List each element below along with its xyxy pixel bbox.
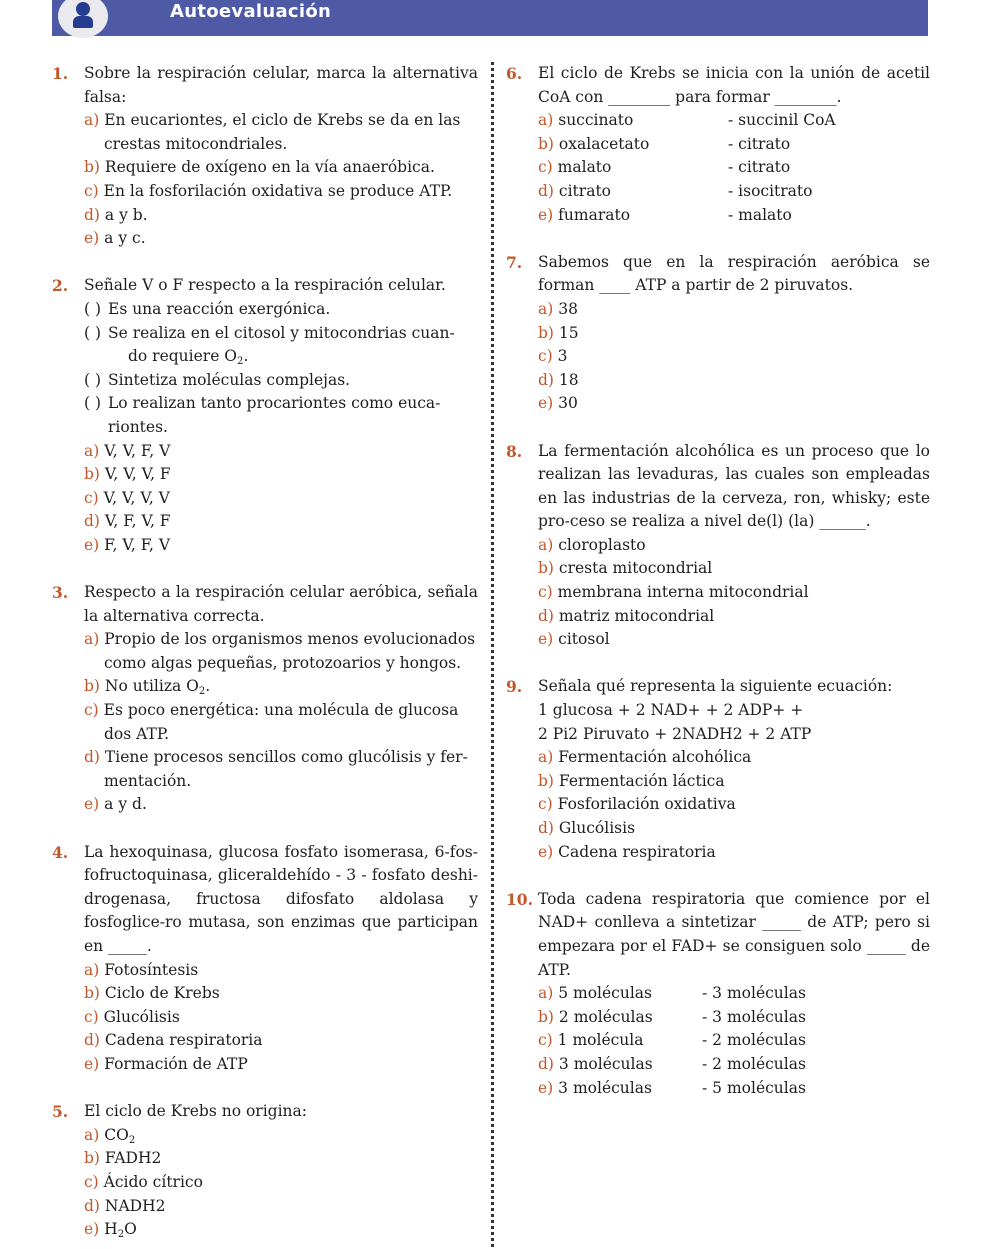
option-text: V, F, V, F [104, 512, 171, 531]
option-b[interactable] [506, 133, 930, 157]
option-letter: b) [538, 323, 554, 342]
subscript: 2 [128, 1134, 136, 1146]
question-4 [52, 841, 478, 1077]
option-text: Requiere de oxígeno en la vía anaeróbica. [104, 158, 435, 177]
option-letter: c) [84, 181, 99, 200]
option-letter: b) [84, 677, 100, 696]
subscript: 2 [198, 686, 206, 698]
question-text: Señale V o F respecto a la respiración celular. [84, 276, 446, 295]
option-c[interactable] [52, 699, 478, 723]
option-letter: d) [84, 748, 100, 767]
option-e[interactable] [506, 628, 930, 652]
option-text: 5 moléculas [558, 984, 652, 1003]
option-text: Ciclo de Krebs [104, 984, 220, 1003]
avatar-body [73, 16, 93, 28]
question-text: Señala qué representa la siguiente ecuación: [538, 677, 893, 696]
option-letter: b) [84, 1149, 100, 1168]
option-text: 2 moléculas [558, 1007, 653, 1026]
question-text: La fermentación alcohólica es un proceso que lo realizan las levaduras, las cuales son empleadas en las industrias de la cerveza, ron, whisky; este pro-ceso se realiza a nivel de(l) (la) ______. [538, 441, 930, 531]
question-1 [52, 62, 478, 251]
option-letter: e) [538, 394, 554, 413]
option-e[interactable] [52, 227, 478, 251]
option-letter: d) [84, 205, 100, 224]
option-text: membrana interna mitocondrial [557, 583, 809, 602]
option-text: oxalacetato [558, 134, 650, 153]
option-letter: e) [538, 1078, 554, 1097]
avatar-head [76, 2, 90, 16]
statement-continuation [52, 345, 478, 369]
option-continuation: crestas mitocondriales. [104, 134, 288, 153]
option-text: cresta mitocondrial [558, 559, 713, 578]
option-letter: d) [538, 606, 554, 625]
option-continuation: mentación. [104, 771, 192, 790]
question-number: 3. [52, 583, 69, 603]
option-letter: c) [84, 1007, 99, 1026]
option-c[interactable] [52, 487, 478, 511]
header-bar [52, 0, 928, 32]
option-letter: d) [538, 819, 554, 837]
question-number: 7. [506, 252, 523, 272]
option-d[interactable] [52, 204, 478, 228]
question-number: 8. [506, 441, 523, 461]
option-text-end: . [205, 677, 211, 696]
option-letter: b) [538, 134, 554, 153]
option-a[interactable] [506, 109, 930, 133]
option-c[interactable] [506, 345, 930, 369]
option-c[interactable] [52, 180, 478, 204]
option-letter: c) [84, 1172, 99, 1191]
option-b[interactable] [52, 982, 478, 1006]
option-b[interactable] [506, 770, 930, 794]
option-c[interactable] [506, 156, 930, 180]
option-a[interactable] [506, 746, 930, 770]
option-d[interactable] [52, 510, 478, 534]
option-letter: b) [84, 158, 100, 177]
option-letter: a) [84, 630, 100, 649]
question-7 [506, 251, 930, 416]
option-letter: d) [538, 181, 554, 200]
option-letter: d) [84, 512, 100, 531]
subscript: 2 [237, 356, 244, 368]
option-text: F, V, F, V [104, 535, 171, 554]
statement-text: Es una reacción exergónica. [108, 299, 331, 318]
question-2 [52, 274, 478, 557]
option-d[interactable] [506, 605, 930, 629]
option-text: citosol [558, 630, 610, 649]
option-text: Glucólisis [103, 1007, 180, 1026]
option-text: FADH2 [104, 1149, 162, 1168]
option-e[interactable] [506, 1077, 930, 1101]
equation-line-2: 2 Pi2 Piruvato + 2NADH2 + 2 ATP [538, 724, 812, 743]
answer-box[interactable]: ( ) [84, 370, 102, 389]
option-text: V, V, F, V [104, 441, 171, 460]
answer-box[interactable]: ( ) [84, 323, 102, 342]
statement-text: Sintetiza moléculas complejas. [108, 370, 351, 389]
option-text-second: - 3 moléculas [702, 984, 806, 1003]
option-d[interactable] [506, 180, 930, 204]
question-9 [506, 675, 930, 864]
option-text: malato [557, 158, 612, 177]
option-letter: a) [538, 535, 554, 554]
statement-2[interactable] [52, 322, 478, 346]
option-text: V, V, V, V [103, 488, 170, 507]
option-letter: c) [538, 795, 553, 814]
option-a[interactable] [506, 982, 930, 1006]
option-d[interactable] [52, 1029, 478, 1053]
statement-text: Lo realizan tanto procariontes como euca- [108, 394, 441, 413]
answer-box[interactable]: ( ) [84, 394, 102, 413]
option-letter: d) [84, 1196, 100, 1215]
option-text-second: - 2 moléculas [702, 1054, 806, 1073]
option-letter: a) [538, 748, 554, 767]
option-text: 15 [558, 323, 579, 342]
option-text: Propio de los organismos menos evolucionados [104, 630, 476, 649]
option-letter: b) [538, 559, 554, 578]
question-3 [52, 581, 478, 817]
question-text: Sabemos que en la respiración aeróbica se forman ____ ATP a partir de 2 piruvatos. [538, 252, 930, 295]
option-letter: b) [538, 1007, 554, 1026]
option-text: Cadena respiratoria [558, 842, 716, 861]
option-e[interactable] [506, 204, 930, 228]
option-text: fumarato [558, 205, 631, 224]
option-text: No utiliza O [104, 677, 199, 696]
statement-text-part: . [243, 347, 249, 366]
option-letter: c) [538, 1031, 553, 1050]
question-text: El ciclo de Krebs se inicia con la unión de acetil CoA con ________ para formar ________. [538, 64, 930, 106]
option-text: Fermentación alcohólica [558, 748, 752, 767]
option-text: 3 moléculas [558, 1078, 652, 1097]
statement-continuation: riontes. [108, 417, 168, 436]
option-c[interactable] [506, 581, 930, 605]
option-letter: a) [84, 441, 100, 460]
question-6 [506, 62, 930, 227]
option-text-second: - malato [728, 205, 792, 224]
option-letter: a) [538, 111, 554, 130]
statement-1[interactable] [52, 298, 478, 322]
question-text: Toda cadena respiratoria que comience por el NAD+ conlleva a sintetizar _____ de ATP; pero si empezara por el FAD+ se consiguen solo _____ de ATP. [538, 889, 930, 979]
question-number: 2. [52, 276, 69, 296]
option-letter: d) [538, 1054, 554, 1073]
statement-4[interactable] [52, 392, 478, 416]
option-text: H [104, 1220, 118, 1239]
option-text-second: - citrato [728, 158, 791, 177]
option-letter: b) [538, 771, 554, 790]
option-text: Es poco energética: una molécula de glucosa [103, 701, 459, 720]
option-text: Fotosíntesis [104, 960, 199, 979]
option-text: citrato [558, 181, 611, 200]
option-b[interactable] [52, 463, 478, 487]
option-a[interactable] [52, 959, 478, 983]
option-continuation: como algas pequeñas, protozoarios y hongos. [104, 653, 462, 672]
option-text: matriz mitocondrial [558, 606, 715, 625]
page-title: Autoevaluación [170, 1, 332, 22]
option-letter: e) [538, 205, 554, 224]
question-number: 5. [52, 1102, 69, 1122]
option-text: 18 [558, 370, 579, 389]
statement-3[interactable] [52, 369, 478, 393]
option-d[interactable] [506, 1053, 930, 1077]
option-e[interactable] [52, 793, 478, 817]
option-e[interactable] [506, 392, 930, 416]
option-text: 30 [558, 394, 578, 413]
option-text: 38 [558, 299, 578, 318]
question-number: 10. [506, 889, 533, 909]
option-e[interactable] [52, 1053, 478, 1077]
option-text-second: - succinil CoA [728, 111, 836, 130]
option-letter: a) [84, 1125, 100, 1144]
left-column [52, 62, 478, 1242]
option-text: succinato [558, 111, 634, 130]
header-underline [52, 32, 928, 36]
equation-line-1: 1 glucosa + 2 NAD+ + 2 ADP+ + [538, 701, 804, 720]
option-c[interactable] [52, 1171, 478, 1195]
option-a[interactable] [52, 628, 478, 652]
option-text: 3 [557, 347, 568, 366]
option-letter: c) [538, 583, 553, 602]
option-letter: c) [84, 701, 99, 720]
option-text: Glucólisis [558, 819, 636, 837]
option-a[interactable] [506, 298, 930, 322]
option-letter: b) [84, 465, 100, 484]
option-text: 1 molécula [557, 1031, 644, 1050]
option-text-second: - citrato [728, 134, 791, 153]
option-d[interactable] [506, 369, 930, 393]
option-d[interactable] [506, 817, 930, 841]
question-number: 6. [506, 64, 523, 83]
option-letter: e) [84, 795, 100, 814]
option-d[interactable] [52, 1195, 478, 1219]
subscript: 2 [117, 1229, 125, 1241]
option-b[interactable] [52, 1147, 478, 1171]
option-text: CO [104, 1125, 129, 1144]
option-letter: e) [84, 1054, 100, 1073]
option-b[interactable] [506, 322, 930, 346]
question-8 [506, 440, 930, 652]
option-c[interactable] [506, 793, 930, 817]
option-text-second: - 3 moléculas [702, 1007, 806, 1026]
question-text: Sobre la respiración celular, marca la alternativa falsa: [84, 64, 478, 106]
column-divider [491, 62, 494, 1247]
option-letter: e) [84, 535, 100, 554]
option-text: cloroplasto [558, 535, 646, 554]
option-b[interactable] [52, 156, 478, 180]
option-a[interactable] [52, 1124, 478, 1148]
option-text: En la fosforilación oxidativa se produce ATP. [103, 181, 453, 200]
option-letter: e) [538, 842, 554, 861]
question-number: 1. [52, 64, 69, 83]
question-number: 9. [506, 677, 523, 697]
option-letter: a) [538, 984, 554, 1003]
option-letter: a) [84, 960, 100, 979]
option-b[interactable] [506, 557, 930, 581]
option-text: a y c. [104, 229, 146, 248]
option-letter: e) [84, 229, 100, 248]
option-a[interactable] [52, 440, 478, 464]
question-5 [52, 1100, 478, 1242]
option-e[interactable] [52, 1218, 478, 1242]
option-letter: c) [538, 158, 553, 177]
option-text: Fosforilación oxidativa [557, 795, 736, 814]
right-column [506, 62, 930, 1100]
option-letter: b) [84, 984, 100, 1003]
option-text: 3 moléculas [558, 1054, 653, 1073]
option-continuation: dos ATP. [104, 724, 170, 743]
option-text: Cadena respiratoria [104, 1031, 263, 1050]
option-a[interactable] [506, 534, 930, 558]
option-text: a y d. [104, 795, 147, 814]
option-letter: e) [538, 630, 554, 649]
option-a[interactable] [52, 109, 478, 133]
question-number: 4. [52, 842, 69, 862]
question-10 [506, 888, 930, 1100]
option-letter: c) [538, 347, 553, 366]
option-letter: d) [84, 1031, 100, 1050]
option-letter: a) [538, 299, 554, 318]
option-text-end: O [124, 1220, 137, 1239]
option-text: Formación de ATP [104, 1054, 248, 1073]
option-letter: d) [538, 370, 554, 389]
option-text: a y b. [104, 205, 148, 224]
question-text: La hexoquinasa, glucosa fosfato isomerasa, 6-fos-fofructoquinasa, gliceraldehído - 3 - fosfato deshi-drogenasa, fructosa difosfato aldolasa y fosfoglice-ro mutasa, son enzimas que participan en _____. [84, 842, 478, 955]
option-text-second: - isocitrato [728, 181, 813, 200]
option-text: En eucariontes, el ciclo de Krebs se da en las [104, 111, 461, 130]
option-text: Fermentación láctica [558, 771, 725, 790]
question-text: El ciclo de Krebs no origina: [84, 1102, 307, 1121]
statement-text-part: do requiere O [128, 347, 238, 366]
option-letter: a) [84, 111, 100, 130]
option-c[interactable] [506, 1029, 930, 1053]
option-c[interactable] [52, 1006, 478, 1030]
option-letter: e) [84, 1220, 100, 1239]
question-text: Respecto a la respiración celular aeróbica, señala la alternativa correcta. [84, 583, 478, 625]
option-b[interactable] [52, 675, 478, 699]
option-d[interactable] [52, 746, 478, 770]
option-text: Tiene procesos sencillos como glucólisis y fer- [104, 748, 468, 767]
option-text-second: - 5 moléculas [702, 1078, 806, 1097]
answer-box[interactable]: ( ) [84, 299, 102, 318]
option-text: Ácido cítrico [103, 1172, 203, 1191]
option-e[interactable] [506, 841, 930, 865]
option-text: NADH2 [104, 1196, 166, 1215]
statement-text: Se realiza en el citosol y mitocondrias cuan- [108, 323, 455, 342]
option-b[interactable] [506, 1006, 930, 1030]
option-e[interactable] [52, 534, 478, 558]
option-text-second: - 2 moléculas [702, 1031, 806, 1050]
option-text: V, V, V, F [104, 465, 171, 484]
option-letter: c) [84, 488, 99, 507]
